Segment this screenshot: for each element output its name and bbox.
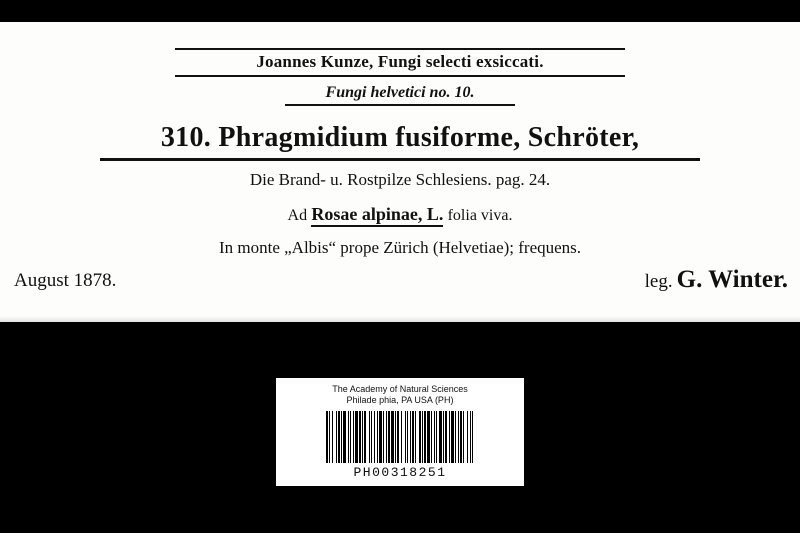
rule-below-series-title xyxy=(175,75,625,77)
catalog-number: PH00318251 xyxy=(353,465,447,480)
rule-below-taxon xyxy=(100,158,700,161)
fascicle-label: Fungi helvetici no. 10. xyxy=(325,84,475,101)
locality-line: In monte „Albis“ prope Zürich (Helvetiae); frequens. xyxy=(218,238,582,257)
specimen-label-sheet xyxy=(0,22,800,322)
barcode-bars xyxy=(286,411,514,463)
collector-name: G. Winter. xyxy=(676,266,788,293)
collector-prefix: leg. xyxy=(644,271,673,292)
locality-block xyxy=(100,238,700,258)
institution-line-2: Philade phia, PA USA (PH) xyxy=(346,395,454,405)
collector-block xyxy=(645,266,788,294)
series-title: Joannes Kunze, Fungi selecti exsiccati. xyxy=(256,52,544,71)
rule-below-fascicle xyxy=(285,104,515,106)
citation-block xyxy=(100,170,700,190)
barcode-block xyxy=(276,378,524,486)
host-line xyxy=(100,204,700,225)
host-prefix: Ad xyxy=(287,207,308,224)
taxon-block xyxy=(100,122,700,161)
host-suffix: folia viva. xyxy=(447,207,513,224)
institution-line-1: The Academy of Natural Sciences xyxy=(332,384,468,394)
host-name: Rosae alpinae, L. xyxy=(311,204,443,227)
taxon-name: 310. Phragmidium fusiforme, Schröter, xyxy=(160,122,640,153)
rule-above-series-title xyxy=(175,48,625,50)
fascicle-block xyxy=(285,84,515,106)
collection-date: August 1878. xyxy=(14,270,117,291)
series-title-block xyxy=(175,48,625,77)
literature-citation: Die Brand- u. Rostpilze Schlesiens. pag. 24. xyxy=(249,170,551,189)
host-block xyxy=(100,204,700,225)
